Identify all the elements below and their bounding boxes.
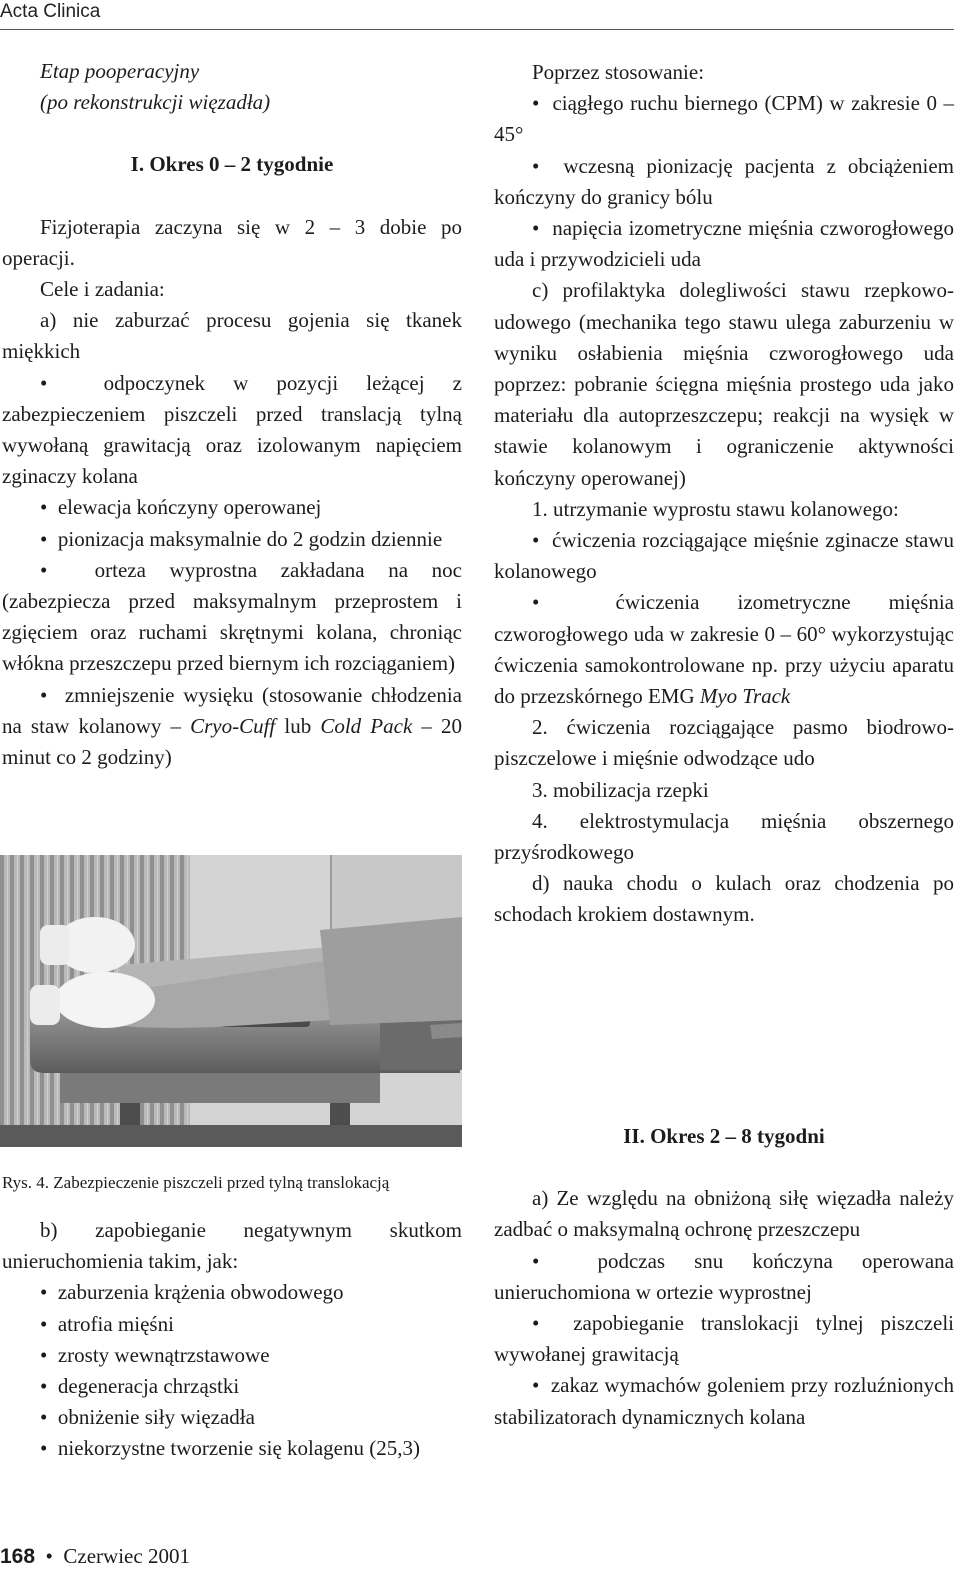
paragraph-goal-c: c) profilaktyka dolegliwości stawu rzepkowo-udowego (mechanika tego stawu ulega zaburzeniu w wyniku osłabienia mięśnia czworogłowego uda poprzez: pobranie ścięgna mięśnia prostego uda jako materiału dla autoprzeszczepu; reakcji na wysięk w stawie kolanowym i ograniczenie aktywności kończyny operowanej) <box>494 278 954 490</box>
issue-date: Czerwiec 2001 <box>63 1544 190 1568</box>
bullet-isometric: • napięcia izometryczne mięśnia czworogłowego uda i przywodzicieli uda <box>494 213 954 275</box>
page-footer <box>0 1544 600 1578</box>
bullet-rest-position: • odpoczynek w pozycji leżącej z zabezpieczeniem piszczeli przed translacją tylną wywołaną grawitacją oraz izolowanym napięciem zginaczy kolana <box>2 368 462 493</box>
left-column-top <box>2 56 462 773</box>
paragraph-period2-a: a) Ze względu na obniżoną siłę więzadła należy zadbać o maksymalną ochronę przeszczepu <box>494 1186 954 1242</box>
list-item: • obniżenie siły więzadła <box>2 1402 462 1433</box>
hand <box>430 1023 462 1039</box>
numbered-item-3: 3. mobilizacja rzepki <box>532 777 709 802</box>
bullet-cpm: • ciągłego ruchu biernego (CPM) w zakresie 0 – 45° <box>494 88 954 150</box>
paragraph-goals: Cele i zadania: <box>40 277 165 302</box>
period-2-heading: II. Okres 2 – 8 tygodni <box>623 1124 825 1148</box>
bullet-elevation: • elewacja kończyny operowanej <box>2 492 462 523</box>
shorts <box>320 917 462 1025</box>
cold-pack-term: Cold Pack <box>320 713 413 738</box>
floor <box>0 1125 462 1147</box>
bullet-early-verticalization: • wczesną pionizację pacjenta z obciążeniem kończyny do granicy bólu <box>494 151 954 213</box>
period-1-heading: I. Okres 0 – 2 tygodnie <box>130 152 334 177</box>
bullet-verticalization: • pionizacja maksymalnie do 2 godzin dziennie <box>2 524 462 555</box>
page-number: 168 <box>0 1545 36 1568</box>
sock-left <box>55 972 155 1028</box>
right-column-bottom <box>494 1121 954 1433</box>
isometric-text: ćwiczenia izometryczne mięśnia czworogłowego uda w zakresie 0 – 60° wykorzystując ćwiczenia samokontrolowane np. przy użyciu aparatu do przezskórnego EMG <box>494 590 954 709</box>
figure-photo <box>0 855 462 1147</box>
list-item: • zrosty wewnątrzstawowe <box>2 1340 462 1371</box>
list-item: • niekorzystne tworzenie się kolagenu (25,3) <box>2 1433 462 1464</box>
paragraph-goal-b: b) zapobieganie negatywnym skutkom unieruchomienia takim, jak: <box>2 1218 462 1274</box>
numbered-item-1: 1. utrzymanie wyprostu stawu kolanowego: <box>532 496 899 521</box>
list-item: • degeneracja chrząstki <box>2 1371 462 1402</box>
effusion-text-c: – 20 minut co 2 godziny) <box>2 713 463 770</box>
journal-title: Acta Clinica <box>0 1 101 22</box>
paragraph-goal-d: d) nauka chodu o kulach oraz chodzenia po schodach krokiem dostawnym. <box>494 871 954 927</box>
numbered-item-4: 4. elektrostymulacja mięśnia obszernego przyśrodkowego <box>494 808 954 865</box>
paragraph-physio-start: Fizjoterapia zaczyna się w 2 – 3 dobie po operacji. <box>2 214 462 270</box>
photo-illustration <box>0 855 462 1147</box>
bullet-isometric-quadriceps <box>494 587 954 712</box>
bullet-orthosis: • orteza wyprostna zakładana na noc (zabezpiecza przed maksymalnym przeprostem i zgięciem oraz ruchami skrętnymi kolana, chroniąc włókna przeszczepu przed biernym ich rozciąganiem) <box>2 555 462 680</box>
right-column-top <box>494 57 954 931</box>
effusion-text-a: zmniejszenie wysięku (stosowanie chłodzenia na staw kolanowy – <box>2 682 462 738</box>
foot-left <box>30 985 60 1025</box>
page-header <box>0 0 954 30</box>
bullet-no-swings: • zakaz wymachów goleniem przy rozluźnionych stabilizatorach dynamicznych kolana <box>494 1370 954 1432</box>
table-frame <box>60 1073 380 1103</box>
effusion-text-b: lub <box>275 713 321 738</box>
stage-title-line1: Etap pooperacyjny <box>40 59 200 83</box>
bullet-stretching-flexors: • ćwiczenia rozciągające mięśnie zginacze stawu kolanowego <box>494 525 954 587</box>
list-item: • zaburzenia krążenia obwodowego <box>2 1277 462 1308</box>
bullet-sleep-orthosis: • podczas snu kończyna operowana unieruchomiona w ortezie wyprostnej <box>494 1246 954 1308</box>
stage-title-line2: (po rekonstrukcji więzadła) <box>40 90 271 115</box>
paragraph-methods-intro: Poprzez stosowanie: <box>532 60 705 84</box>
paragraph-goal-a: a) nie zaburzać procesu gojenia się tkanek miękkich <box>2 308 462 364</box>
figure-caption: Rys. 4. Zabezpieczenie piszczeli przed tylną translokacją <box>2 1173 390 1192</box>
myo-track-term: Myo Track <box>699 684 791 709</box>
left-column-bottom <box>2 1215 462 1465</box>
bullet-effusion <box>2 680 462 774</box>
numbered-item-2: 2. ćwiczenia rozciągające pasmo biodrowo-piszczelowe i mięśnie odwodzące udo <box>494 715 954 771</box>
footer-separator: • <box>40 1544 59 1568</box>
list-item: • atrofia mięśni <box>2 1309 462 1340</box>
bullet-prevent-translocation: • zapobieganie translokacji tylnej piszczeli wywołanej grawitacją <box>494 1308 954 1370</box>
cryo-cuff-term: Cryo-Cuff <box>190 713 276 738</box>
foot-right <box>40 925 70 965</box>
